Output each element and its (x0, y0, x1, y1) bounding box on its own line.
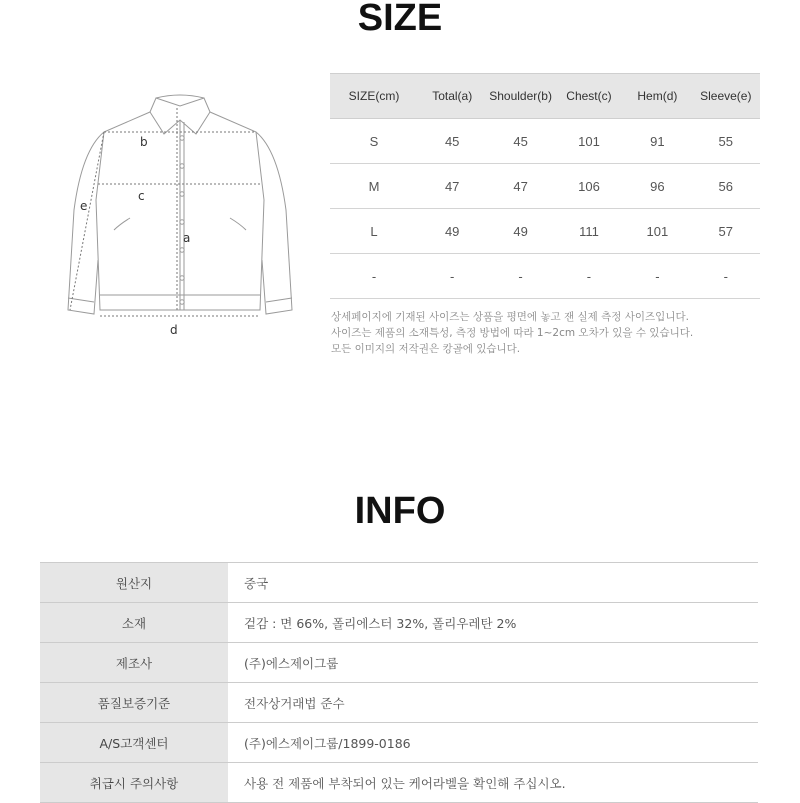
label-d: d (170, 323, 178, 337)
size-note: 사이즈는 제품의 소재특성, 측정 방법에 따라 1~2cm 오차가 있을 수 있습니다. (331, 327, 694, 339)
table-row (330, 254, 760, 299)
size-cell: M (330, 164, 418, 209)
info-label: 제조사 (40, 643, 228, 683)
size-table (330, 73, 760, 299)
size-note: 모든 이미지의 저작권은 캉골에 있습니다. (331, 343, 521, 355)
size-heading: SIZE (357, 0, 443, 39)
size-header-cell: Shoulder(b) (486, 74, 554, 119)
size-cell: 57 (692, 209, 760, 254)
size-cell: 111 (555, 209, 623, 254)
info-heading: INFO (354, 490, 446, 532)
jacket-right-sleeve (256, 132, 292, 314)
info-label: 원산지 (40, 563, 228, 603)
table-row (40, 763, 758, 803)
label-b: b (140, 135, 148, 149)
size-cell: 56 (692, 164, 760, 209)
label-e: e (80, 199, 88, 213)
info-label: 품질보증기준 (40, 683, 228, 723)
table-row (330, 164, 760, 209)
size-notes (331, 309, 693, 357)
info-value: 전자상거래법 준수 (228, 683, 758, 723)
info-value: 사용 전 제품에 부착되어 있는 케어라벨을 확인해 주십시오. (228, 763, 758, 803)
size-cell: 101 (623, 209, 691, 254)
size-cell: 47 (486, 164, 554, 209)
info-label: 취급시 주의사항 (40, 763, 228, 803)
size-cell: 47 (418, 164, 486, 209)
size-header-cell: Sleeve(e) (692, 74, 760, 119)
size-header-cell: Chest(c) (555, 74, 623, 119)
size-table-header-row (330, 74, 760, 119)
size-cell: - (486, 254, 554, 299)
size-cell: - (623, 254, 691, 299)
info-value: (주)에스제이그룹 (228, 643, 758, 683)
size-cell: L (330, 209, 418, 254)
table-row (40, 563, 758, 603)
info-label: 소재 (40, 603, 228, 643)
size-cell: 45 (418, 119, 486, 164)
label-c: c (138, 189, 145, 203)
info-value: 중국 (228, 563, 758, 603)
size-cell: 45 (486, 119, 554, 164)
size-cell: 96 (623, 164, 691, 209)
size-cell: 101 (555, 119, 623, 164)
size-cell: 91 (623, 119, 691, 164)
label-a: a (183, 231, 191, 245)
size-cell: - (692, 254, 760, 299)
size-header-cell: Hem(d) (623, 74, 691, 119)
jacket-measurement-diagram (60, 90, 300, 340)
table-row (40, 723, 758, 763)
size-cell: - (418, 254, 486, 299)
size-cell: 106 (555, 164, 623, 209)
table-row (40, 603, 758, 643)
table-row (330, 209, 760, 254)
size-cell: 49 (486, 209, 554, 254)
size-note: 상세페이지에 기재된 사이즈는 상품을 평면에 놓고 잰 실제 측정 사이즈입니다. (331, 311, 689, 323)
size-header-cell: SIZE(cm) (330, 74, 418, 119)
info-table (40, 562, 758, 803)
info-value: (주)에스제이그룹/1899-0186 (228, 723, 758, 763)
size-cell: 55 (692, 119, 760, 164)
size-cell: - (555, 254, 623, 299)
size-cell: 49 (418, 209, 486, 254)
size-cell: S (330, 119, 418, 164)
info-label: A/S고객센터 (40, 723, 228, 763)
table-row (40, 683, 758, 723)
info-value: 겉감 : 면 66%, 폴리에스터 32%, 폴리우레탄 2% (228, 603, 758, 643)
table-row (330, 119, 760, 164)
size-header-cell: Total(a) (418, 74, 486, 119)
jacket-left-sleeve (68, 132, 104, 314)
size-cell: - (330, 254, 418, 299)
table-row (40, 643, 758, 683)
